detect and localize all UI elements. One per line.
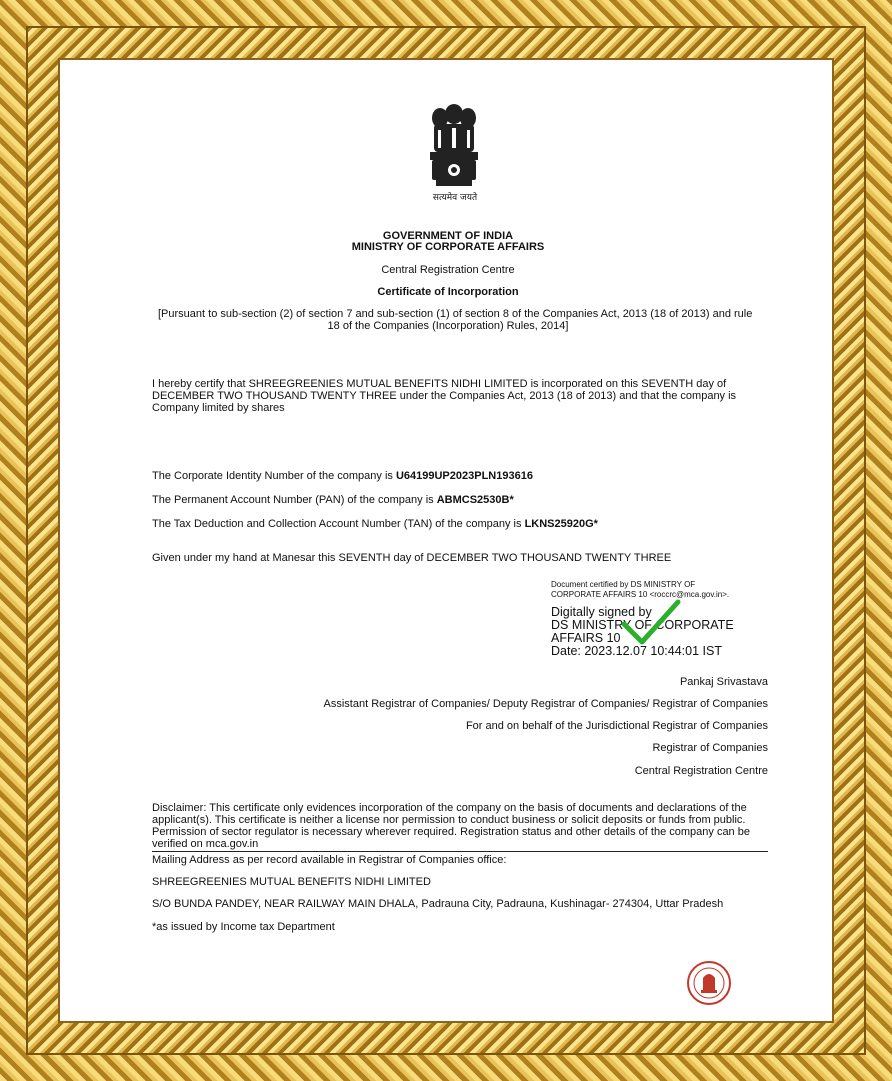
cin-value: U64199UP2023PLN193616: [395, 470, 533, 482]
mailing-company: SHREEGREENIES MUTUAL BENEFITS NIDHI LIMITED: [152, 876, 431, 888]
registrar-behalf: For and on behalf of the Jurisdictional Registrar of Companies: [465, 720, 768, 732]
signed-line-3: AFFAIRS 10: [551, 631, 621, 645]
official-seal-icon: [686, 960, 732, 1006]
certify-line-2: DECEMBER TWO THOUSAND TWENTY THREE under the Companies Act, 2013 (18 of 2013) and that the company is: [152, 390, 737, 402]
pan-line: [152, 494, 792, 507]
ministry-title: MINISTRY OF CORPORATE AFFAIRS: [351, 241, 545, 253]
tan-value: LKNS25920G*: [524, 518, 598, 530]
cert-line-1: Document certified by DS MINISTRY OF: [551, 580, 696, 589]
certify-line-1: I hereby certify that SHREEGREENIES MUTUAL BENEFITS NIDHI LIMITED is incorporated on this SEVENTH day of: [152, 378, 727, 390]
certificate-paper: [58, 58, 834, 1023]
tan-line: [152, 518, 792, 531]
registrar-role: Registrar of Companies: [652, 742, 768, 754]
disclaimer-line-3: Permission of sector regulator is necessary wherever required. Registration status and other details of the company can be: [152, 826, 750, 838]
cert-line-2: CORPORATE AFFAIRS 10 <roccrc@mca.gov.in>.: [551, 590, 730, 599]
given-line: Given under my hand at Manesar this SEVENTH day of DECEMBER TWO THOUSAND TWENTY THREE: [152, 552, 672, 564]
centre-title: Central Registration Centre: [381, 264, 515, 276]
emblem-motto: सत्यमेव जयते: [432, 193, 478, 203]
disclaimer-divider: [152, 851, 768, 852]
mailing-address: S/O BUNDA PANDEY, NEAR RAILWAY MAIN DHALA, Padrauna City, Padrauna, Kushinagar- 274304, Uttar Pradesh: [152, 898, 724, 910]
mailing-heading: Mailing Address as per record available in Registrar of Companies office:: [152, 854, 507, 866]
cin-line: [152, 470, 792, 483]
pan-tan-note: *as issued by Income tax Department: [152, 921, 335, 933]
signature-valid-check-icon: [620, 598, 682, 648]
certify-line-3: Company limited by shares: [152, 402, 285, 414]
gov-title: GOVERNMENT OF INDIA: [382, 230, 514, 242]
disclaimer-line-1: Disclaimer: This certificate only evidences incorporation of the company on the basis of documents and declarations of the: [152, 802, 747, 814]
registrar-designation: Assistant Registrar of Companies/ Deputy Registrar of Companies/ Registrar of Companies: [323, 698, 768, 710]
tan-label: The Tax Deduction and Collection Account Number (TAN) of the company is: [152, 518, 525, 530]
pan-label: The Permanent Account Number (PAN) of the company is: [152, 494, 437, 506]
certificate-title: Certificate of Incorporation: [377, 286, 519, 298]
certificate-document: [60, 60, 832, 1021]
cin-label: The Corporate Identity Number of the company is: [152, 470, 396, 482]
registrar-name: Pankaj Srivastava: [679, 676, 768, 688]
signed-line-2: DS MINISTRY OF CORPORATE: [551, 618, 734, 632]
registrar-centre: Central Registration Centre: [634, 765, 768, 777]
national-emblem-icon: [422, 94, 486, 204]
pursuant-line-1: [Pursuant to sub-section (2) of section 7 and sub-section (1) of section 8 of the Companies Act, 2013 (18 of 2013) and rule: [158, 308, 753, 320]
disclaimer-line-4: verified on mca.gov.in: [152, 838, 259, 850]
pan-value: ABMCS2530B*: [436, 494, 514, 506]
disclaimer-line-2: applicant(s). This certificate is neither a license nor permission to conduct business or solicit deposits or funds from public.: [152, 814, 746, 826]
pursuant-line-2: 18 of the Companies (Incorporation) Rules, 2014]: [327, 320, 569, 332]
signed-line-1: Digitally signed by: [551, 605, 652, 619]
signed-line-4: Date: 2023.12.07 10:44:01 IST: [551, 644, 722, 658]
